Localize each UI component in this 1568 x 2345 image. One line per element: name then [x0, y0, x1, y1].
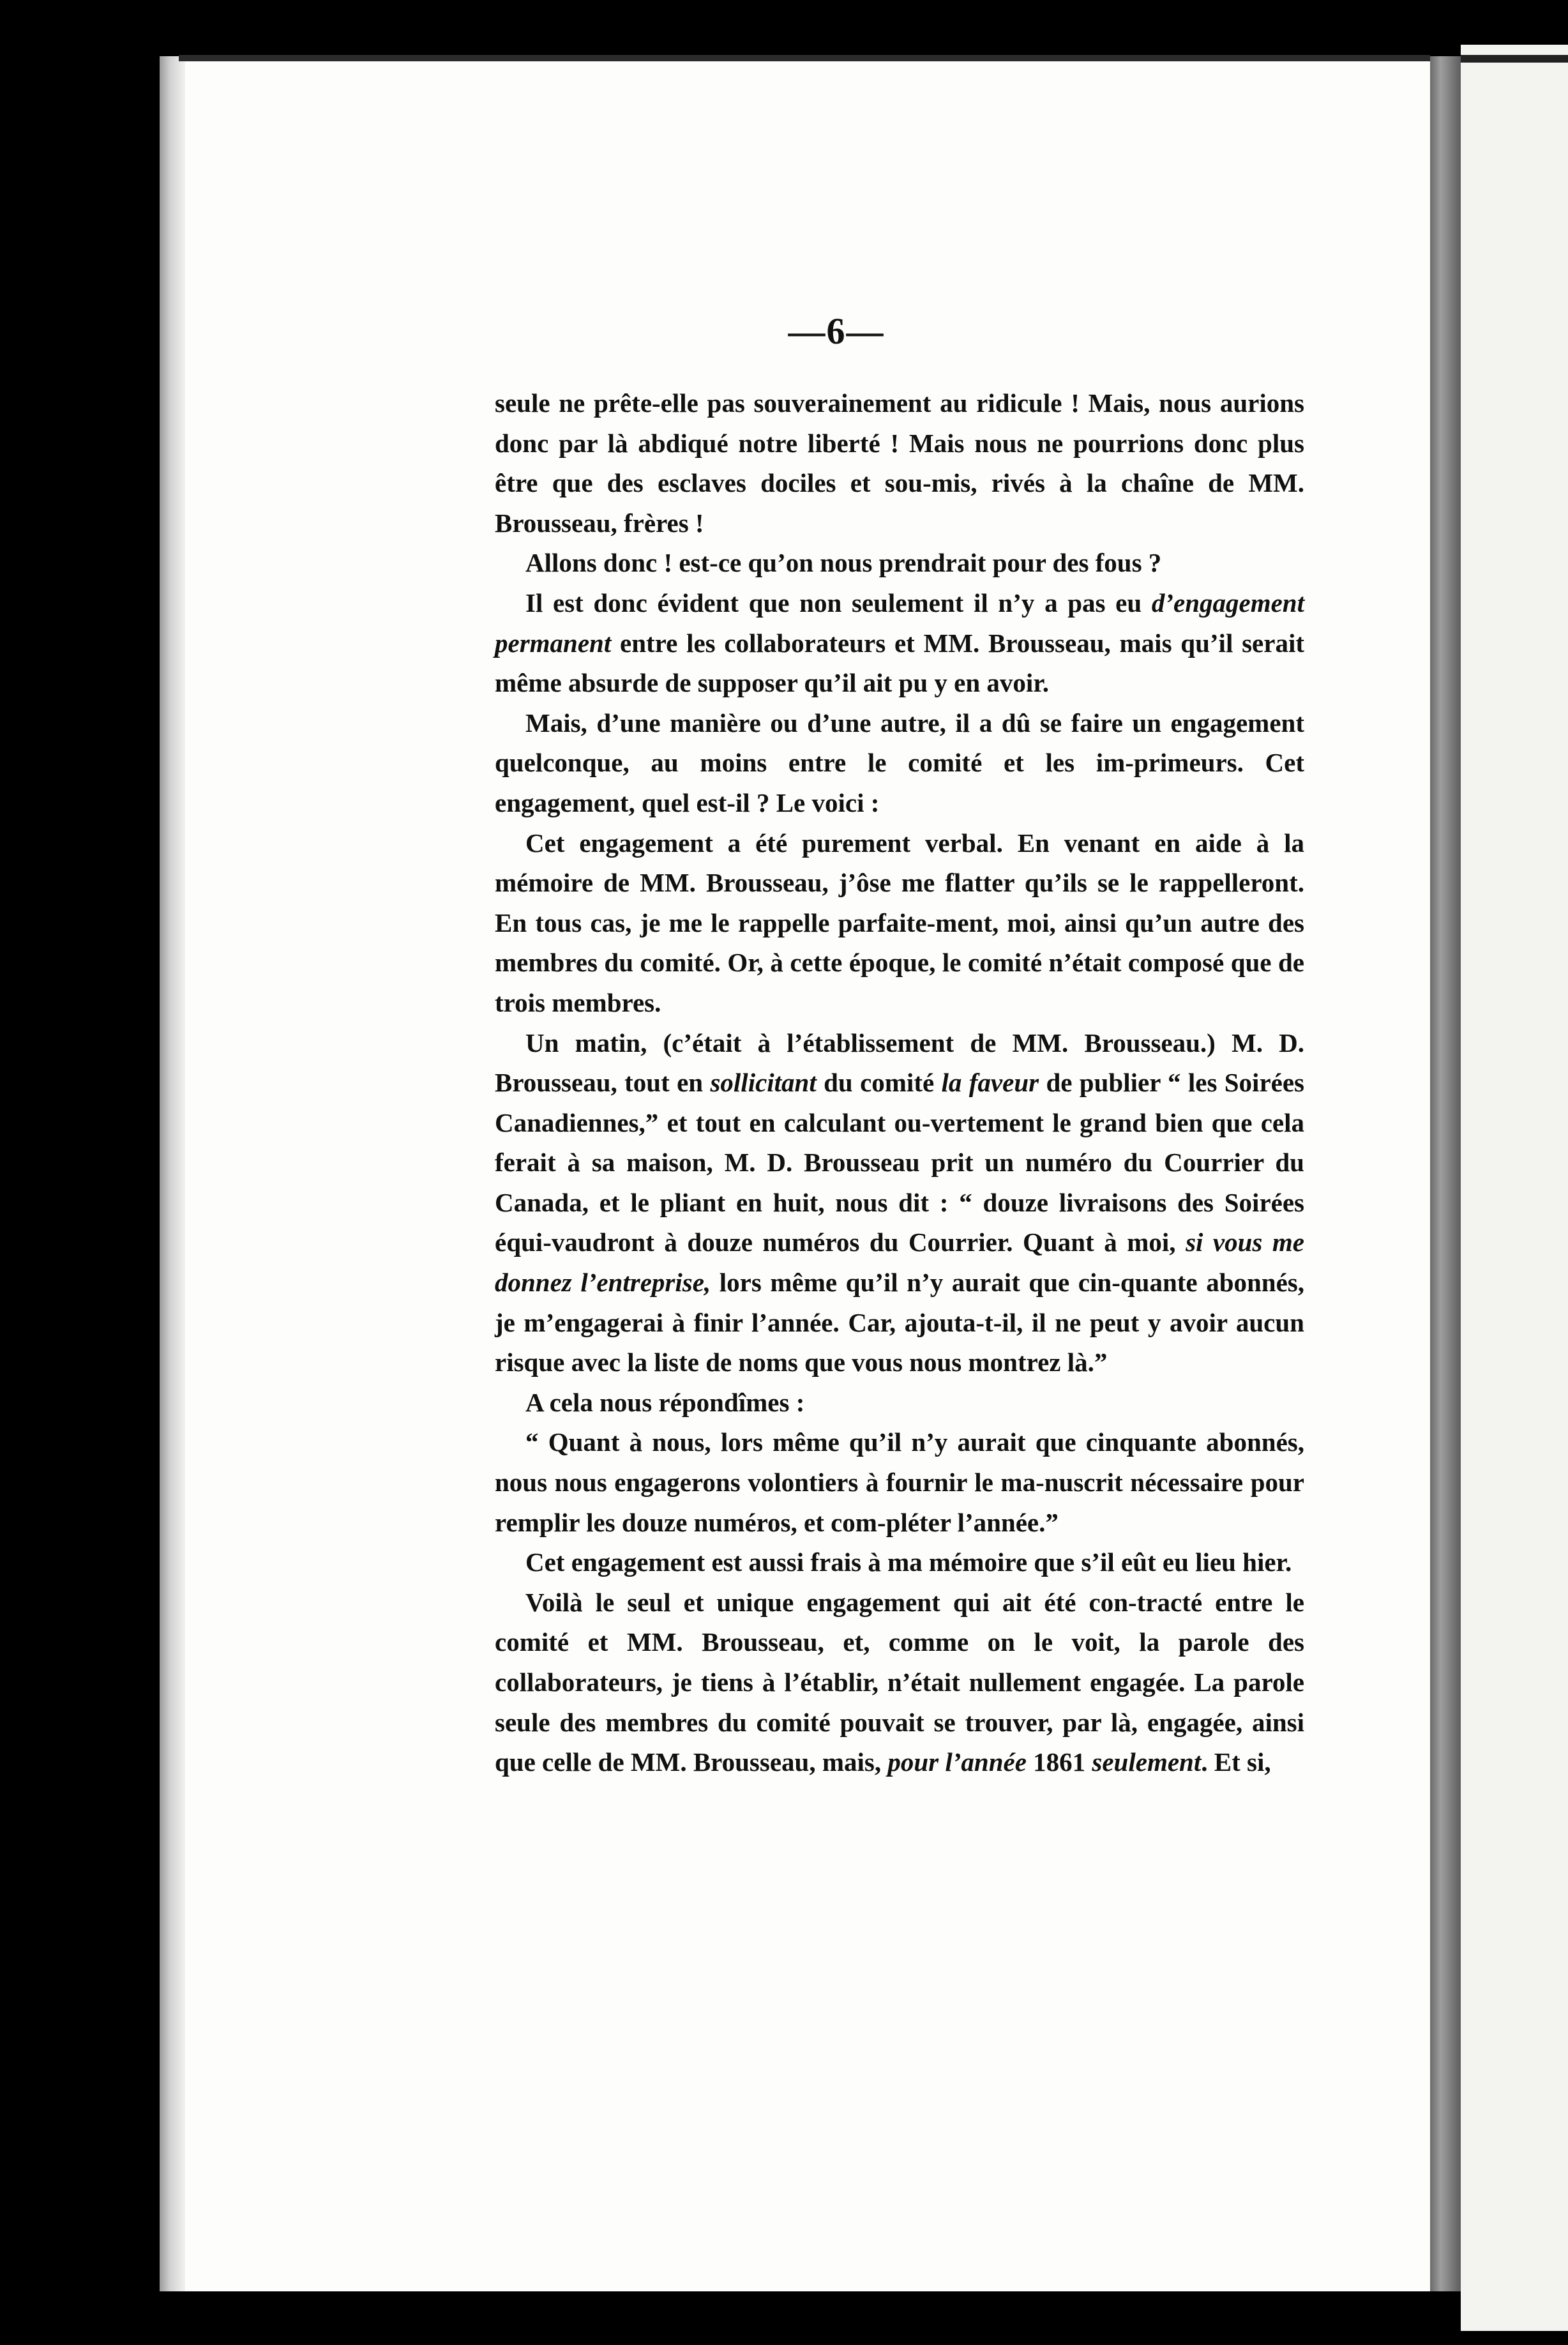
paragraph-1: seule ne prête-elle pas souverainement au ridicule ! Mais, nous aurions donc par là abdiqué notre liberté ! Mais nous ne pourrions donc plus être que des esclaves dociles et sou-mis, rivés à la chaîne de MM. Brousseau, frères !	[495, 388, 1304, 538]
italic-phrase: la faveur	[941, 1068, 1039, 1098]
paragraph-9: Cet engagement est aussi frais à ma mémoire que s’il eût eu lieu hier.	[525, 1547, 1292, 1577]
paragraph-8: “ Quant à nous, lors même qu’il n’y aurait que cinquante abonnés, nous nous engagerons volontiers à fournir le ma-nuscrit nécessaire pour remplir les douze numéros, et com-pléter l’année.”	[495, 1427, 1304, 1537]
page-gutter-shadow	[1430, 56, 1461, 2291]
adjacent-page-rule	[1461, 55, 1568, 63]
italic-phrase: sollicitant	[710, 1068, 817, 1098]
page-left-edge	[160, 56, 185, 2291]
italic-phrase: seulement	[1092, 1747, 1202, 1777]
italic-phrase: d’engagement permanent	[495, 588, 1304, 658]
italic-phrase: pour l’année	[887, 1747, 1027, 1777]
page-top-rule	[179, 55, 1430, 61]
paragraph-3: Il est donc évident que non seulement il n’y a pas eu d’engagement permanent entre les collaborateurs et MM. Brousseau, mais qu’il serait même absurde de supposer qu’il ait pu y en avoir.	[495, 588, 1304, 698]
paragraph-10: Voilà le seul et unique engagement qui ait été con-tracté entre le comité et MM. Brousseau, et, comme on le voit, la parole des collaborateurs, je tiens à l’établir, n’était nullement engagée. La parole seule des membres du comité pouvait se trouver, par là, engagée, ainsi que celle de MM. Brousseau, mais, pour l’année 1861 seulement. Et si,	[495, 1587, 1304, 1777]
paragraph-6: Un matin, (c’était à l’établissement de MM. Brousseau.) M. D. Brousseau, tout en sollicitant du comité la faveur de publier “ les Soirées Canadiennes,” et tout en calculant ou-vertement le grand bien que cela ferait à sa maison, M. D. Brousseau prit un numéro du Courrier du Canada, et le pliant en huit, nous dit : “ douze livraisons des Soirées équi-vaudront à douze numéros du Courrier. Quant à moi, si vous me donnez l’entreprise, lors même qu’il n’y aurait que cin-quante abonnés, je m’engagerai à finir l’année. Car, ajouta-t-il, il ne peut y avoir aucun risque avec la liste de noms que vous nous montrez là.”	[495, 1028, 1304, 1377]
paragraph-2: Allons donc ! est-ce qu’on nous prendrait pour des fous ?	[525, 548, 1162, 578]
adjacent-page-edge	[1461, 45, 1568, 2331]
italic-phrase: si vous me donnez l’entreprise,	[495, 1227, 1304, 1298]
paragraph-4: Mais, d’une manière ou d’une autre, il a dû se faire un engagement quelconque, au moins entre le comité et les im-primeurs. Cet engagement, quel est-il ? Le voici :	[495, 708, 1304, 817]
body-text	[495, 383, 1304, 1782]
paragraph-5: Cet engagement a été purement verbal. En venant en aide à la mémoire de MM. Brousseau, j’ôse me flatter qu’ils se le rappelleront. En tous cas, je me le rappelle parfaite-ment, moi, ainsi qu’un autre des membres du comité. Or, à cette époque, le comité n’était composé que de trois membres.	[495, 828, 1304, 1017]
page-number: —6—	[788, 310, 885, 352]
paragraph-7: A cela nous répondîmes :	[525, 1387, 805, 1417]
